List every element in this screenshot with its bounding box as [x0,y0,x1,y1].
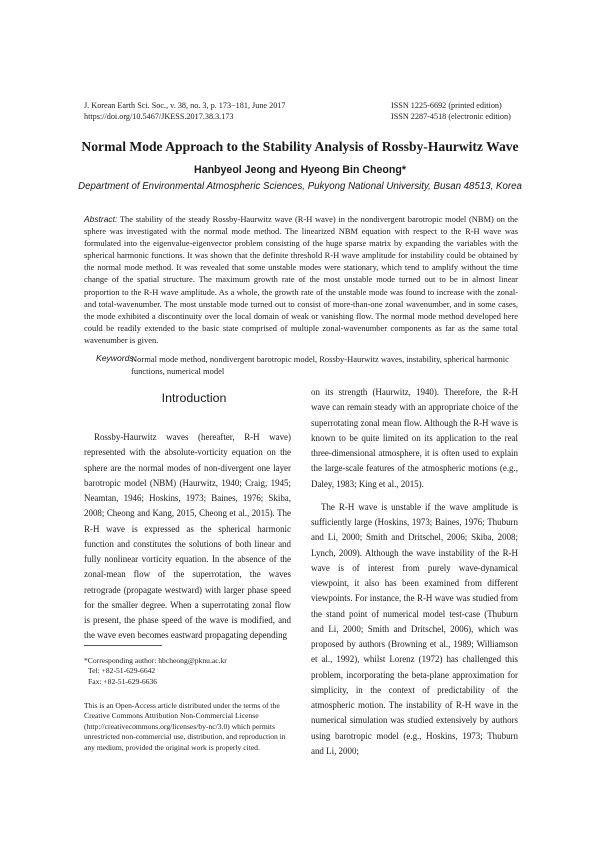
paper-title: Normal Mode Approach to the Stability Analysis of Rossby-Haurwitz Wave [81,139,519,154]
corresponding-fax: Fax: +82-51-629-6636 [88,676,158,686]
doi-line: https://doi.org/10.5467/JKESS.2017.38.3.173 [84,112,234,121]
corresponding-author-footnote [84,656,294,687]
footnote-divider [84,645,162,646]
left-column [84,430,291,644]
keywords-text: Normal mode method, nondivergent barotropic model, Rossby-Haurwitz waves, instability, spherical harmonic functions, numerical model [131,354,509,376]
journal-line: J. Korean Earth Sci. Soc., v. 38, no. 3, p. 173−181, June 2017 [84,101,286,110]
intro-paragraph-continued: on its strength (Haurwitz, 1940). Therefore, the R-H wave can remain steady with an appropriate choice of the superrotating zonal mean flow. Although the R-H wave is known to be quite limited on its application to the real three-dimensional atmosphere, it is often used to explain the large-scale features of the atmospheric motions (e.g., Daley, 1983; King et al., 2015). [311,387,518,489]
abstract-label: Abstract: [84,214,118,224]
keywords-label: Keywords: [96,353,137,363]
corresponding-tel: Tel: +82-51-629-6642 [88,666,156,676]
issn-print: ISSN 1225-6692 (printed edition) [391,101,502,110]
abstract [84,213,518,346]
issn-block [391,100,511,122]
license-note: This is an Open-Access article distributed under the terms of the Creative Commons Attribution Non-Commercial License (http://creativecommons.org/licenses/by-nc/3.0) which permits unrestricted non-commercial use, distribution, and reproduction in any medium, provided the original work is properly cited. [84,701,286,752]
intro-paragraph: Rossby-Haurwitz waves (hereafter, R-H wave) represented with the absolute-vorticity equation on the sphere are the normal modes of non-divergent one layer barotropic model (NBM) (Haurwitz, 1940; Craig, 1945; Neamtan, 1946; Hoskins, 1973; Baines, 1976; Skiba, 2008; Cheong and Kang, 2015, Cheong et al., 2015). The R-H wave is expressed as the spherical harmonic function and constitutes the solutions of both linear and fully nonlinear vorticity equation. In the absence of the zonal-mean flow of the superrotation, the waves retrograde (propagate westward) with larger phase speed for the smaller degree. When a superrotating zonal flow is present, the phase speed of the wave is modified, and the wave even becomes eastward propagating depending [84,432,291,641]
intro-paragraph: The R-H wave is unstable if the wave amplitude is sufficiently large (Hoskins, 1973; Baines, 1976; Thuburn and Li, 2000; Smith and Dritschel, 2006; Skiba, 2008; Lynch, 2009). Although the wave instability of the R-H wave is of interest from purely wave-dynamical viewpoint, it also has been examined from different viewpoints. For instance, the R-H wave was studied from the stand point of numerical model test-case (Thuburn and Li, 2000; Smith and Dritschel, 2006), which was proposed by authors (Browning et al., 1989; Williamson et al., 1992), whilst Lorenz (1972) has challenged this problem, incorporating the beta-plane approximation for simplicity, in the context of predictability of the atmospheric motion. The instability of R-H wave in the numerical simulation was studied extensively by authors using barotropic model (e.g., Hoskins, 1973; Thuburn and Li, 2000; [311,501,518,756]
abstract-text: The stability of the steady Rossby-Haurwitz wave (R-H wave) in the nondivergent barotropic model (NBM) on the sphere was investigated with the normal mode method. The linearized NBM equation with respect to the R-H wave was formulated into the eigenvalue-eigenvector problem consisting of the huge sparse matrix by expanding the variables with the spherical harmonic functions. It was shown that the definite threshold R-H wave amplitude for instability could be obtained by the normal mode method. It was revealed that some unstable modes were stationary, which tend to amplify without the time change of the spatial structure. The maximum growth rate of the most unstable mode turned out to be in almost linear proportion to the R-H wave amplitude. As a whole, the growth rate of the unstable mode was found to increase with the zonal- and total-wavenumber. The most unstable mode turned out to consist of more-than-one zonal wavenumber, and in some cases, the mode exhibited a discontinuity over the local domain of weak or vanishing flow. The normal mode method developed here could be readily extended to the basic state comprised of multiple zonal-wavenumber components as far as the same total wavenumber is given. [84,214,518,345]
right-column [311,385,518,759]
affiliation: Department of Environmental Atmospheric Sciences, Pukyong National University, Busan 48513, Korea [78,181,522,192]
corresponding-email: *Corresponding author: hbcheong@pknu.ac.kr [84,656,227,665]
issn-electronic: ISSN 2287-4518 (electronic edition) [391,112,511,121]
journal-citation [84,100,285,122]
author-list: Hanbyeol Jeong and Hyeong Bin Cheong* [194,164,406,176]
section-heading-introduction: Introduction [161,391,227,405]
